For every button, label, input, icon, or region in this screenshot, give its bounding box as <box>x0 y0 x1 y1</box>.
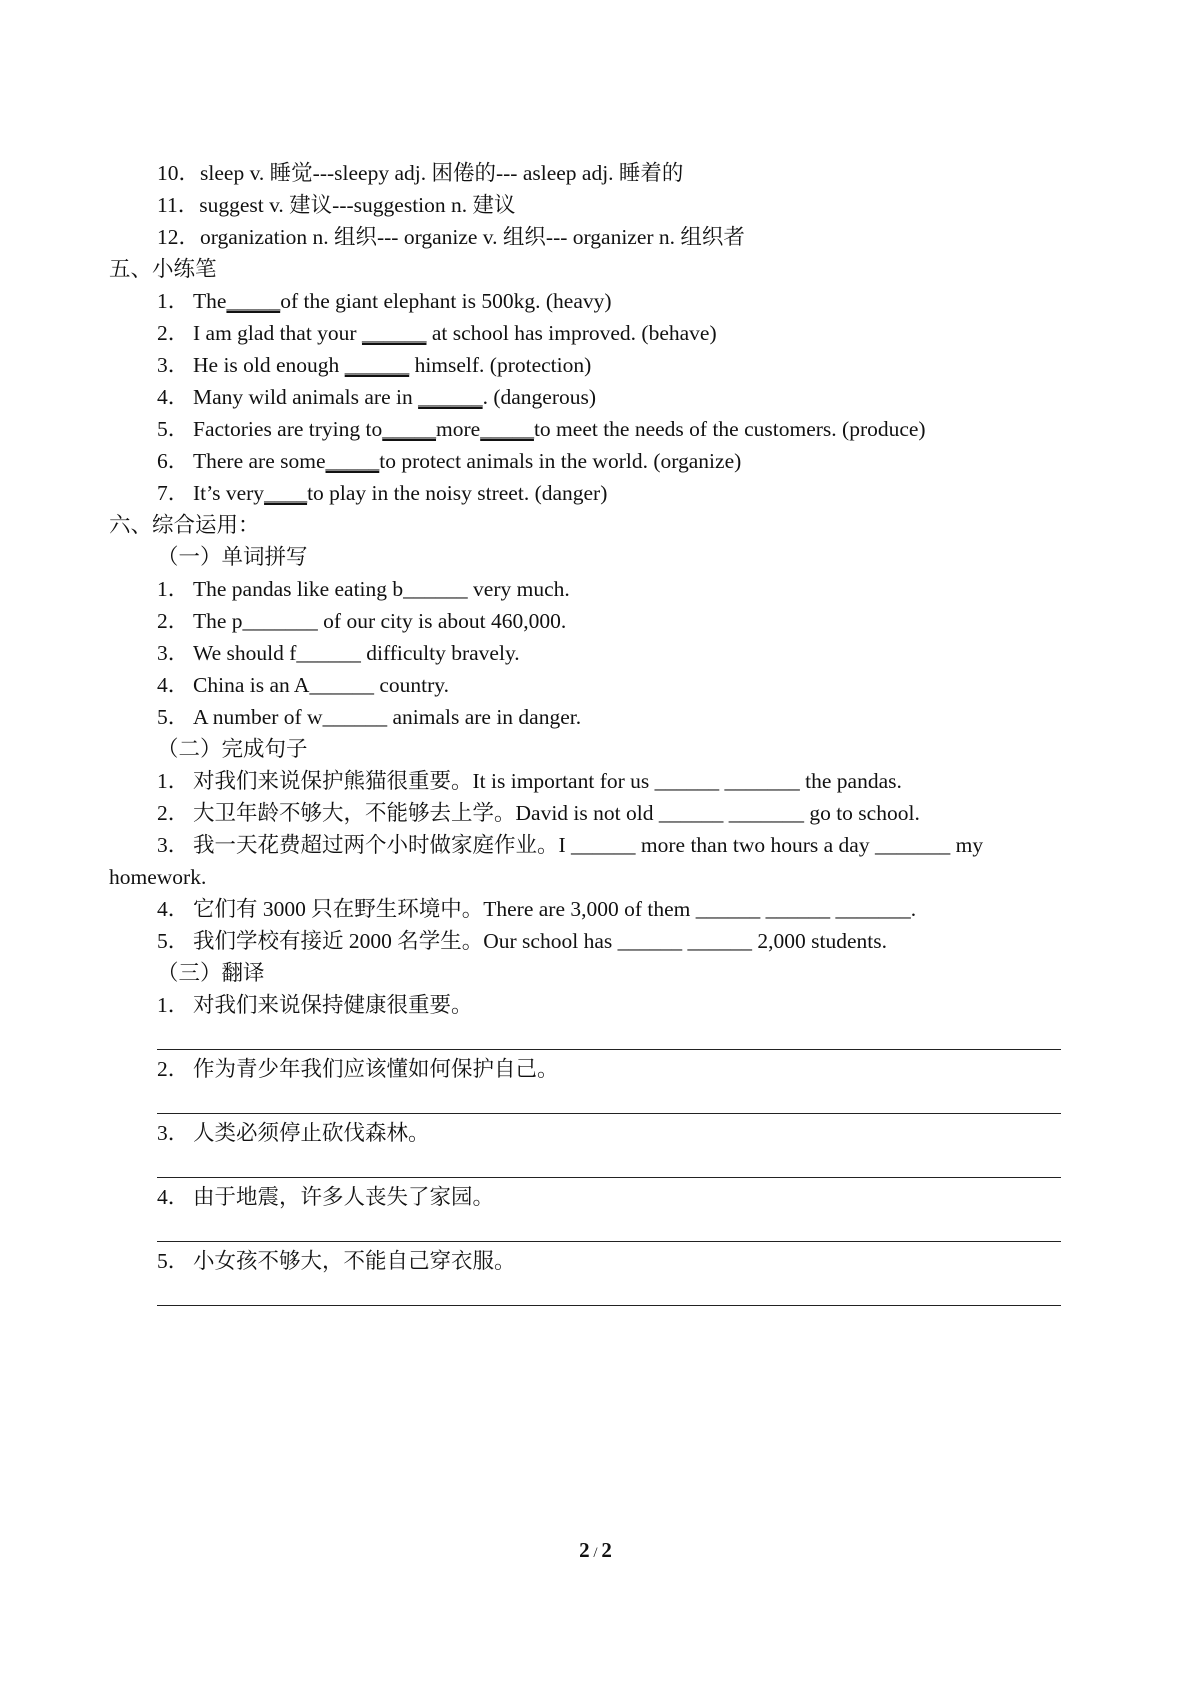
answer-line[interactable] <box>157 1177 1061 1178</box>
exercise-item: 1． The_____of the giant elephant is 500kg. (heavy) <box>157 289 612 313</box>
part-3-title: （三）翻译 <box>157 961 265 985</box>
sentence-item-continued: homework. <box>109 865 207 889</box>
answer-blank[interactable]: _____ <box>480 417 534 441</box>
answer-blank[interactable]: _____ <box>325 449 380 473</box>
sentence-item: 5． 我们学校有接近 2000 名学生。Our school has ______ ______ 2,000 students. <box>157 929 887 953</box>
answer-line[interactable] <box>157 1241 1061 1242</box>
translation-item: 1． 对我们来说保持健康很重要。 <box>157 993 473 1017</box>
answer-blank[interactable]: _____ <box>382 417 437 441</box>
spelling-item: 5． A number of w______ animals are in danger. <box>157 705 582 729</box>
vocab-item-10: 10．sleep v. 睡觉---sleepy adj. 困倦的--- asleep adj. 睡着的 <box>157 161 684 185</box>
sentence-item: 1． 对我们来说保护熊猫很重要。It is important for us ______ _______ the pandas. <box>157 769 902 793</box>
answer-line[interactable] <box>157 1049 1061 1050</box>
exercise-item: 3． He is old enough ______ himself. (protection) <box>157 353 592 377</box>
exercise-item: 7． It’s very____to play in the noisy street. (danger) <box>157 481 608 505</box>
vocab-item-12: 12．organization n. 组织--- organize v. 组织--- organizer n. 组织者 <box>157 225 745 249</box>
answer-blank[interactable]: ______ <box>361 321 427 345</box>
answer-blank[interactable]: ______ <box>418 385 483 409</box>
sentence-item: 4． 它们有 3000 只在野生环境中。There are 3,000 of them ______ ______ _______. <box>157 897 917 921</box>
answer-blank[interactable]: ____ <box>264 481 308 505</box>
answer-blank[interactable]: ______ <box>344 353 410 377</box>
answer-blank[interactable]: _____ <box>226 289 281 313</box>
answer-line[interactable] <box>157 1305 1061 1306</box>
part-1-title: （一）单词拼写 <box>157 545 308 569</box>
spelling-item: 3． We should f______ difficulty bravely. <box>157 641 520 665</box>
translation-item: 4． 由于地震，许多人丧失了家园。 <box>157 1185 495 1209</box>
exercise-item: 4． Many wild animals are in ______. (dangerous) <box>157 385 597 409</box>
translation-item: 3． 人类必须停止砍伐森林。 <box>157 1121 430 1145</box>
translation-item: 2． 作为青少年我们应该懂如何保护自己。 <box>157 1057 559 1081</box>
translation-item: 5． 小女孩不够大，不能自己穿衣服。 <box>157 1249 516 1273</box>
exercise-item: 6． There are some_____to protect animals in the world. (organize) <box>157 449 742 473</box>
exercise-item: 2． I am glad that your ______ at school has improved. (behave) <box>157 321 717 345</box>
exercise-item: 5． Factories are trying to_____more_____to meet the needs of the customers. (produce) <box>157 417 926 441</box>
answer-line[interactable] <box>157 1113 1061 1114</box>
section-6-title: 六、综合运用： <box>109 513 260 537</box>
spelling-item: 4． China is an A______ country. <box>157 673 449 697</box>
sentence-item: 2． 大卫年龄不够大，不能够去上学。David is not old ______ _______ go to school. <box>157 801 920 825</box>
vocab-item-11: 11．suggest v. 建议---suggestion n. 建议 <box>157 193 516 217</box>
spelling-item: 1． The pandas like eating b______ very much. <box>157 577 570 601</box>
section-5-title: 五、小练笔 <box>109 257 217 281</box>
sentence-item: 3． 我一天花费超过两个小时做家庭作业。I ______ more than two hours a day _______ my <box>157 833 984 857</box>
page-number: 2 / 2 <box>579 1538 612 1562</box>
spelling-item: 2． The p_______ of our city is about 460,000. <box>157 609 567 633</box>
part-2-title: （二）完成句子 <box>157 737 308 761</box>
